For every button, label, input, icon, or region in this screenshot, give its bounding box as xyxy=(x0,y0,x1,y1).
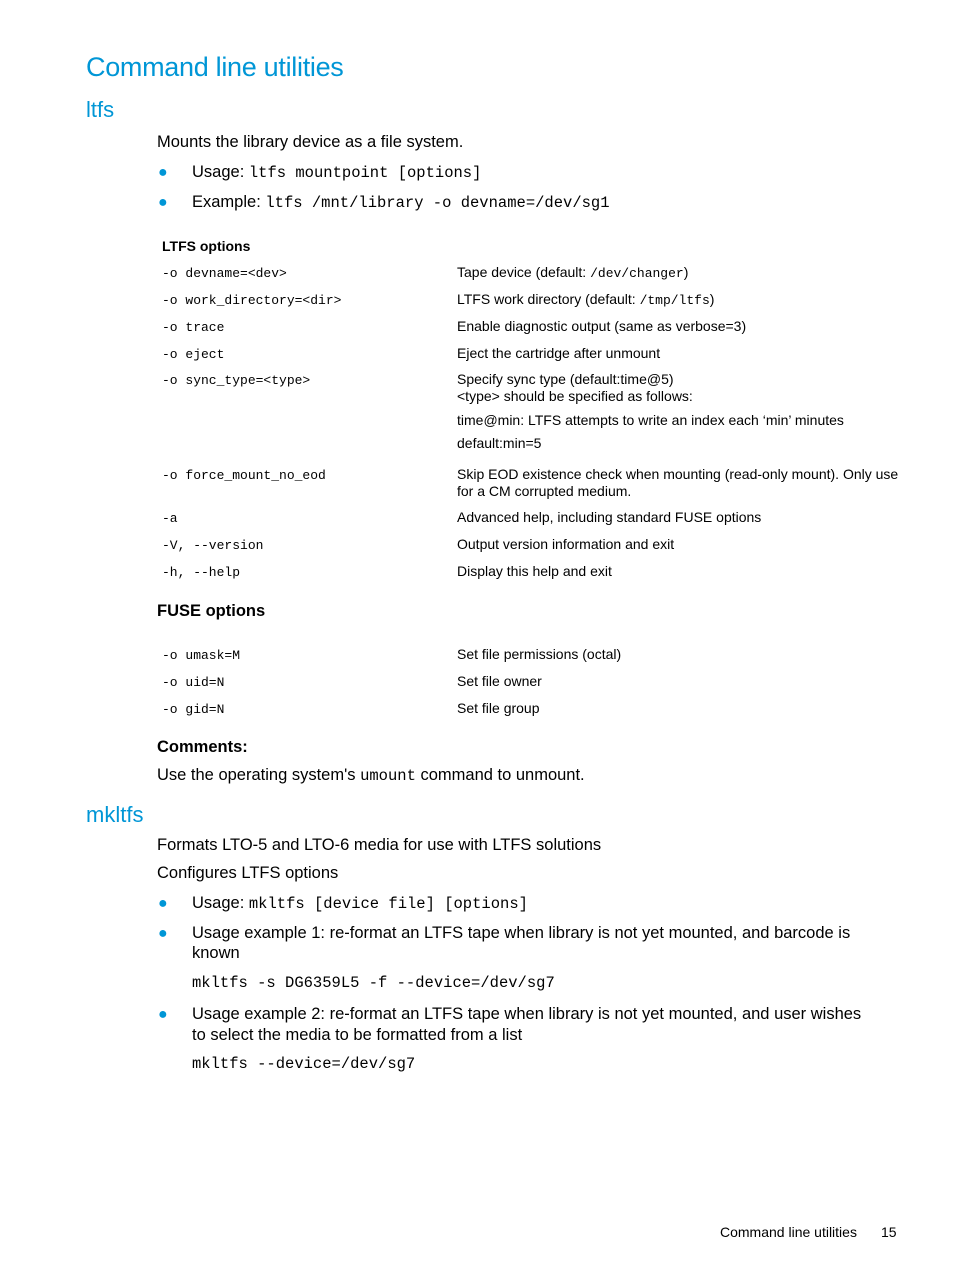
option-key: -a xyxy=(162,511,178,526)
option-key: -o force_mount_no_eod xyxy=(162,468,326,483)
mkltfs-example1-line: known xyxy=(192,944,240,962)
usage-command: ltfs mountpoint [options] xyxy=(248,164,482,182)
mkltfs-example2-line: Usage example 2: re-format an LTFS tape when library is not yet mounted, and user wishes xyxy=(192,1005,862,1023)
footer-page-number: 15 xyxy=(881,1224,897,1240)
option-desc: default:min=5 xyxy=(457,435,542,451)
option-key: -o devname=<dev> xyxy=(162,266,287,281)
fuse-option-desc: Set file permissions (octal) xyxy=(457,646,622,662)
fuse-option-desc: Set file owner xyxy=(457,673,542,689)
mkltfs-example2-line: to select the media to be formatted from a list xyxy=(192,1026,523,1044)
mkltfs-example1-command: mkltfs -s DG6359L5 -f --device=/dev/sg7 xyxy=(192,974,555,992)
option-key: -o work_directory=<dir> xyxy=(162,293,342,308)
option-key: -h, --help xyxy=(162,565,241,580)
option-key: -o eject xyxy=(162,347,225,362)
option-desc: Enable diagnostic output (same as verbose=3) xyxy=(457,318,747,334)
mkltfs-usage xyxy=(192,894,528,913)
option-desc: <type> should be specified as follows: xyxy=(457,388,693,404)
usage-command: mkltfs [device file] [options] xyxy=(248,895,528,913)
footer-section: Command line utilities xyxy=(720,1224,857,1240)
bullet-icon: ● xyxy=(158,164,168,181)
option-desc: Advanced help, including standard FUSE options xyxy=(457,509,762,525)
bullet-icon: ● xyxy=(158,895,168,912)
bullet-icon: ● xyxy=(158,925,168,942)
mkltfs-line2: Configures LTFS options xyxy=(157,864,339,882)
bullet-icon: ● xyxy=(158,1006,168,1023)
mkltfs-line1: Formats LTO-5 and LTO-6 media for use with LTFS solutions xyxy=(157,836,602,854)
usage-label: Usage: xyxy=(192,163,245,181)
option-key: -o sync_type=<type> xyxy=(162,373,311,388)
option-key: -V, --version xyxy=(162,538,264,553)
mkltfs-example2-command: mkltfs --device=/dev/sg7 xyxy=(192,1055,416,1073)
example-label: Example: xyxy=(192,193,261,211)
option-desc: Skip EOD existence check when mounting (read-only mount). Only use xyxy=(457,466,899,482)
option-desc: Specify sync type (default:time@5) xyxy=(457,371,674,387)
example-command: ltfs /mnt/library -o devname=/dev/sg1 xyxy=(265,194,610,212)
fuse-option-key: -o uid=N xyxy=(162,675,225,690)
usage-label: Usage: xyxy=(192,894,245,912)
fuse-option-key: -o umask=M xyxy=(162,648,241,663)
option-desc: Display this help and exit xyxy=(457,563,612,579)
fuse-option-desc: Set file group xyxy=(457,700,540,716)
option-key: -o trace xyxy=(162,320,225,335)
fuse-options-title: FUSE options xyxy=(157,602,266,620)
comments-text: Use the operating system's umount command to unmount. xyxy=(157,766,585,785)
ltfs-usage xyxy=(192,163,481,182)
page-title: Command line utilities xyxy=(86,52,344,82)
mkltfs-example1-line: Usage example 1: re-format an LTFS tape when library is not yet mounted, and barcode is xyxy=(192,924,851,942)
ltfs-options-title: LTFS options xyxy=(162,238,251,254)
option-desc: for a CM corrupted medium. xyxy=(457,483,632,499)
ltfs-example xyxy=(192,193,610,212)
fuse-option-key: -o gid=N xyxy=(162,702,225,717)
option-desc: Output version information and exit xyxy=(457,536,675,552)
ltfs-heading: ltfs xyxy=(86,97,115,122)
bullet-icon: ● xyxy=(158,194,168,211)
mkltfs-heading: mkltfs xyxy=(86,802,144,827)
option-desc: time@min: LTFS attempts to write an index each ‘min’ minutes xyxy=(457,412,844,428)
option-desc: Eject the cartridge after unmount xyxy=(457,345,661,361)
ltfs-intro: Mounts the library device as a file system. xyxy=(157,133,464,151)
option-desc: LTFS work directory (default: /tmp/ltfs) xyxy=(457,291,715,308)
comments-title: Comments: xyxy=(157,738,248,756)
option-desc: Tape device (default: /dev/changer) xyxy=(457,264,689,281)
